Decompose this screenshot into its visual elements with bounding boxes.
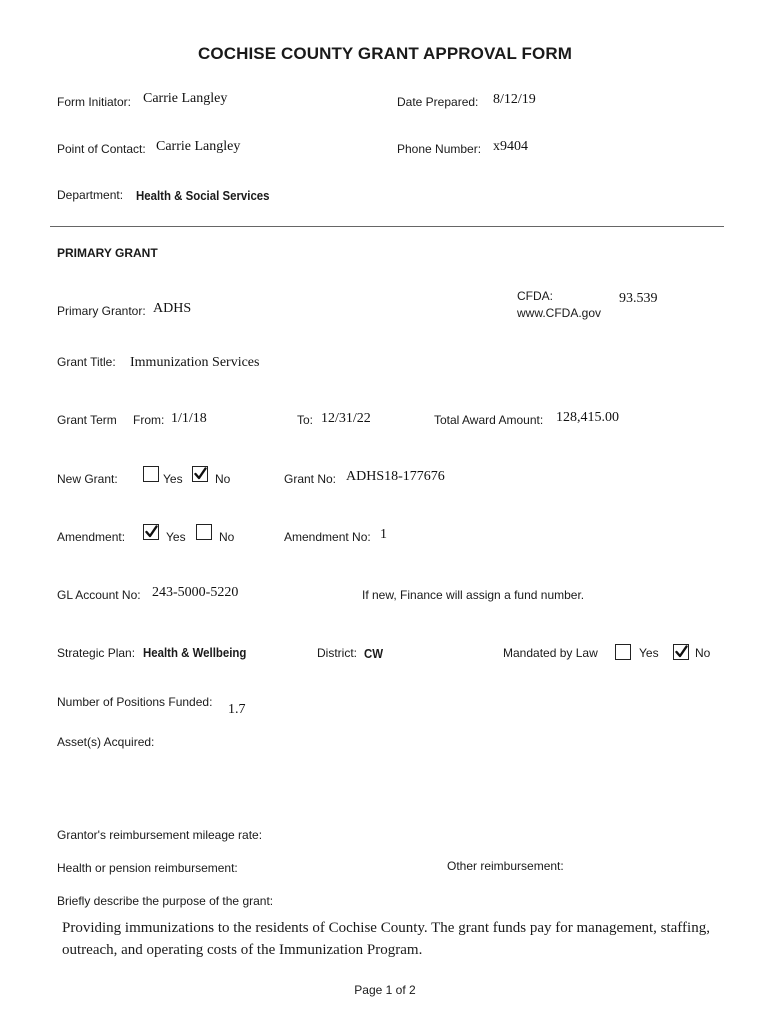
amendment-no-label: No [219, 530, 235, 544]
amendment-number-label: Amendment No: [284, 530, 371, 544]
to-value[interactable]: 12/31/22 [321, 411, 371, 426]
mileage-rate-label: Grantor's reimbursement mileage rate: [57, 828, 263, 842]
new-grant-no-checkbox[interactable] [192, 466, 208, 482]
from-label: From: [133, 413, 165, 427]
primary-grantor-label: Primary Grantor: [57, 304, 146, 318]
mandated-yes-checkbox[interactable] [615, 644, 631, 660]
mandated-no-label: No [695, 646, 711, 660]
primary-grant-heading: PRIMARY GRANT [57, 246, 158, 260]
positions-funded-value[interactable]: 1.7 [228, 702, 246, 717]
assets-acquired-label: Asset(s) Acquired: [57, 735, 155, 749]
new-grant-yes-checkbox[interactable] [143, 466, 159, 482]
grant-no-label: Grant No: [284, 472, 337, 486]
department-label: Department: [57, 188, 124, 202]
phone-number-label: Phone Number: [397, 142, 482, 156]
point-of-contact-value[interactable]: Carrie Langley [156, 139, 241, 154]
grant-title-label: Grant Title: [57, 355, 116, 369]
finance-note: If new, Finance will assign a fund number. [362, 588, 585, 602]
point-of-contact-label: Point of Contact: [57, 142, 146, 156]
purpose-value[interactable]: Providing immunizations to the residents of Cochise County. The grant funds pay for management, staffing, outreach, and operating costs of the Immunization Program. [62, 920, 710, 958]
check-mark-icon [145, 525, 158, 538]
cfda-url: www.CFDA.gov [517, 306, 602, 320]
amendment-label: Amendment: [57, 530, 126, 544]
amendment-no-checkbox[interactable] [196, 524, 212, 540]
from-value[interactable]: 1/1/18 [171, 411, 207, 426]
mandated-no-checkbox[interactable] [673, 644, 689, 660]
to-label: To: [297, 413, 314, 427]
section-divider [50, 226, 724, 227]
amendment-yes-checkbox[interactable] [143, 524, 159, 540]
strategic-plan-value[interactable]: Health & Wellbeing [143, 645, 247, 660]
form-initiator-value[interactable]: Carrie Langley [143, 91, 228, 106]
cfda-value[interactable]: 93.539 [619, 291, 658, 306]
primary-grantor-value[interactable]: ADHS [153, 301, 192, 316]
gl-account-label: GL Account No: [57, 588, 141, 602]
page-number: Page 1 of 2 [354, 983, 416, 997]
purpose-label: Briefly describe the purpose of the grant: [57, 894, 274, 908]
other-reimbursement-label: Other reimbursement: [447, 859, 564, 873]
total-award-label: Total Award Amount: [434, 413, 544, 427]
form-initiator-label: Form Initiator: [57, 95, 132, 109]
amendment-yes-label: Yes [166, 530, 186, 544]
date-prepared-label: Date Prepared: [397, 95, 479, 109]
grant-title-value[interactable]: Immunization Services [130, 355, 260, 370]
new-grant-yes-label: Yes [163, 472, 183, 486]
mandated-by-law-label: Mandated by Law [503, 646, 598, 660]
mandated-yes-label: Yes [639, 646, 659, 660]
gl-account-value[interactable]: 243-5000-5220 [152, 585, 239, 600]
grant-no-value[interactable]: ADHS18-177676 [346, 469, 445, 484]
district-value[interactable]: CW [364, 646, 384, 661]
district-label: District: [317, 646, 357, 660]
new-grant-label: New Grant: [57, 472, 118, 486]
date-prepared-value[interactable]: 8/12/19 [493, 92, 536, 107]
positions-funded-label: Number of Positions Funded: [57, 695, 213, 709]
amendment-number-value[interactable]: 1 [380, 527, 387, 542]
strategic-plan-label: Strategic Plan: [57, 646, 136, 660]
form-title: COCHISE COUNTY GRANT APPROVAL FORM [198, 44, 572, 63]
department-value[interactable]: Health & Social Services [136, 188, 270, 203]
health-pension-label: Health or pension reimbursement: [57, 861, 238, 875]
new-grant-no-label: No [215, 472, 231, 486]
check-mark-icon [675, 645, 688, 658]
phone-number-value[interactable]: x9404 [493, 139, 528, 154]
grant-term-label: Grant Term [57, 413, 117, 427]
cfda-label: CFDA: [517, 289, 553, 303]
total-award-value[interactable]: 128,415.00 [556, 410, 619, 425]
check-mark-icon [194, 467, 207, 480]
